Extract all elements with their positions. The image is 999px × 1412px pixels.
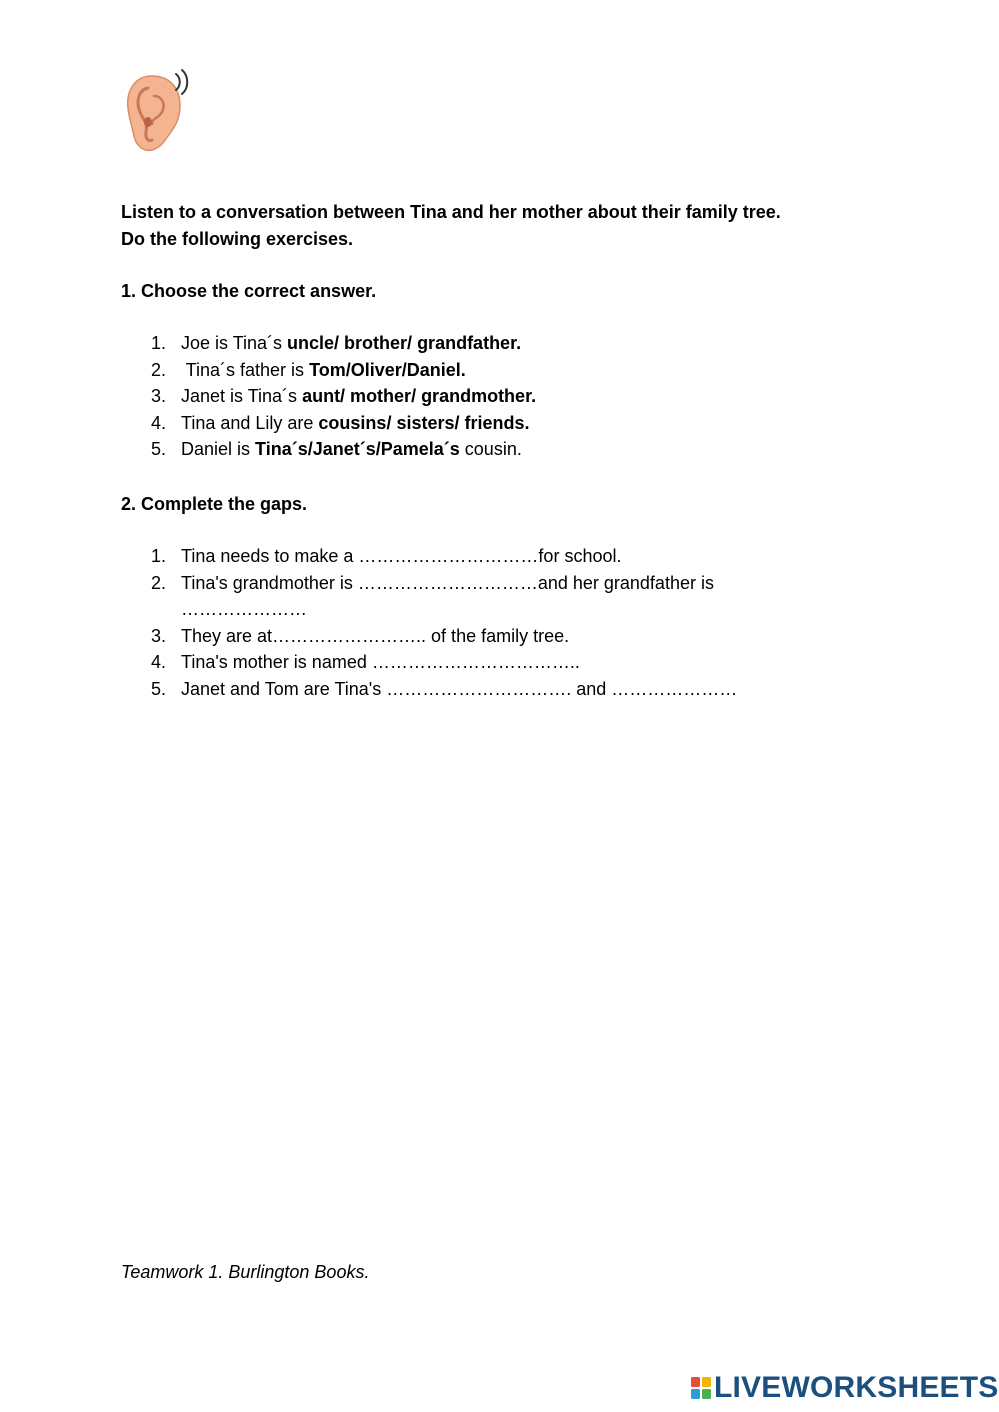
ear-icon [118,66,198,156]
gap-sentence: They are at…………………….. of the family tree. [181,625,570,646]
item-number: 1. [151,333,167,353]
gap-sentence: Tina's grandmother is …………………………and her grandfather is ………………… [181,572,714,620]
gap-sentence: Janet and Tom are Tina's …………………………. and ………………… [181,678,738,699]
list-item [151,383,851,410]
answer-options: cousins/ sisters/ friends. [318,412,530,433]
instructions-line-2: Do the following exercises. [121,229,354,249]
list-item [151,543,851,570]
list-item [151,676,851,703]
brand-logo[interactable] [690,1372,999,1404]
gap-sentence: Tina's mother is named …………………………….. [181,652,580,673]
item-number: 2. [151,359,167,380]
instructions-line-1: Listen to a conversation between Tina and her mother about their family tree. [121,202,781,222]
list-item [151,357,851,384]
brand-name: LIVEWORKSHEETS [714,1371,999,1404]
item-text: Daniel is [181,439,256,460]
item-text-end: cousin. [459,439,522,460]
answer-options: Tina´s/Janet´s/Pamela´s [255,439,460,460]
item-text: Tina and Lily are [181,412,319,433]
item-number: 4. [151,652,167,673]
item-number: 2. [151,572,167,593]
list-item [151,570,811,623]
answer-options: Tom/Oliver/Daniel. [309,359,466,380]
list-item [151,623,851,650]
item-number: 4. [151,412,167,433]
exercise-1-list [151,330,851,463]
list-item [151,410,851,437]
item-number: 5. [151,439,167,460]
item-text: Janet is Tina´s [181,386,303,407]
item-number: 1. [151,546,167,566]
liveworksheets-logo-icon [690,1376,712,1400]
item-text: Tina´s father is [181,359,310,380]
item-text: Joe is Tina´s [181,333,288,353]
list-item [151,436,851,463]
list-item [151,649,851,676]
item-number: 3. [151,625,167,646]
answer-options: aunt/ mother/ grandmother. [302,386,537,407]
item-number: 3. [151,386,167,407]
source-credit: Teamwork 1. Burlington Books. [121,1262,370,1282]
answer-options: uncle/ brother/ grandfather. [287,333,522,353]
list-item [151,330,851,357]
instructions [121,199,781,253]
exercise-2-title: 2. Complete the gaps. [121,494,308,514]
exercise-2-list [151,543,851,703]
gap-sentence: Tina needs to make a …………………………for school. [181,546,622,566]
exercise-1-title: 1. Choose the correct answer. [121,281,377,301]
item-number: 5. [151,678,167,699]
